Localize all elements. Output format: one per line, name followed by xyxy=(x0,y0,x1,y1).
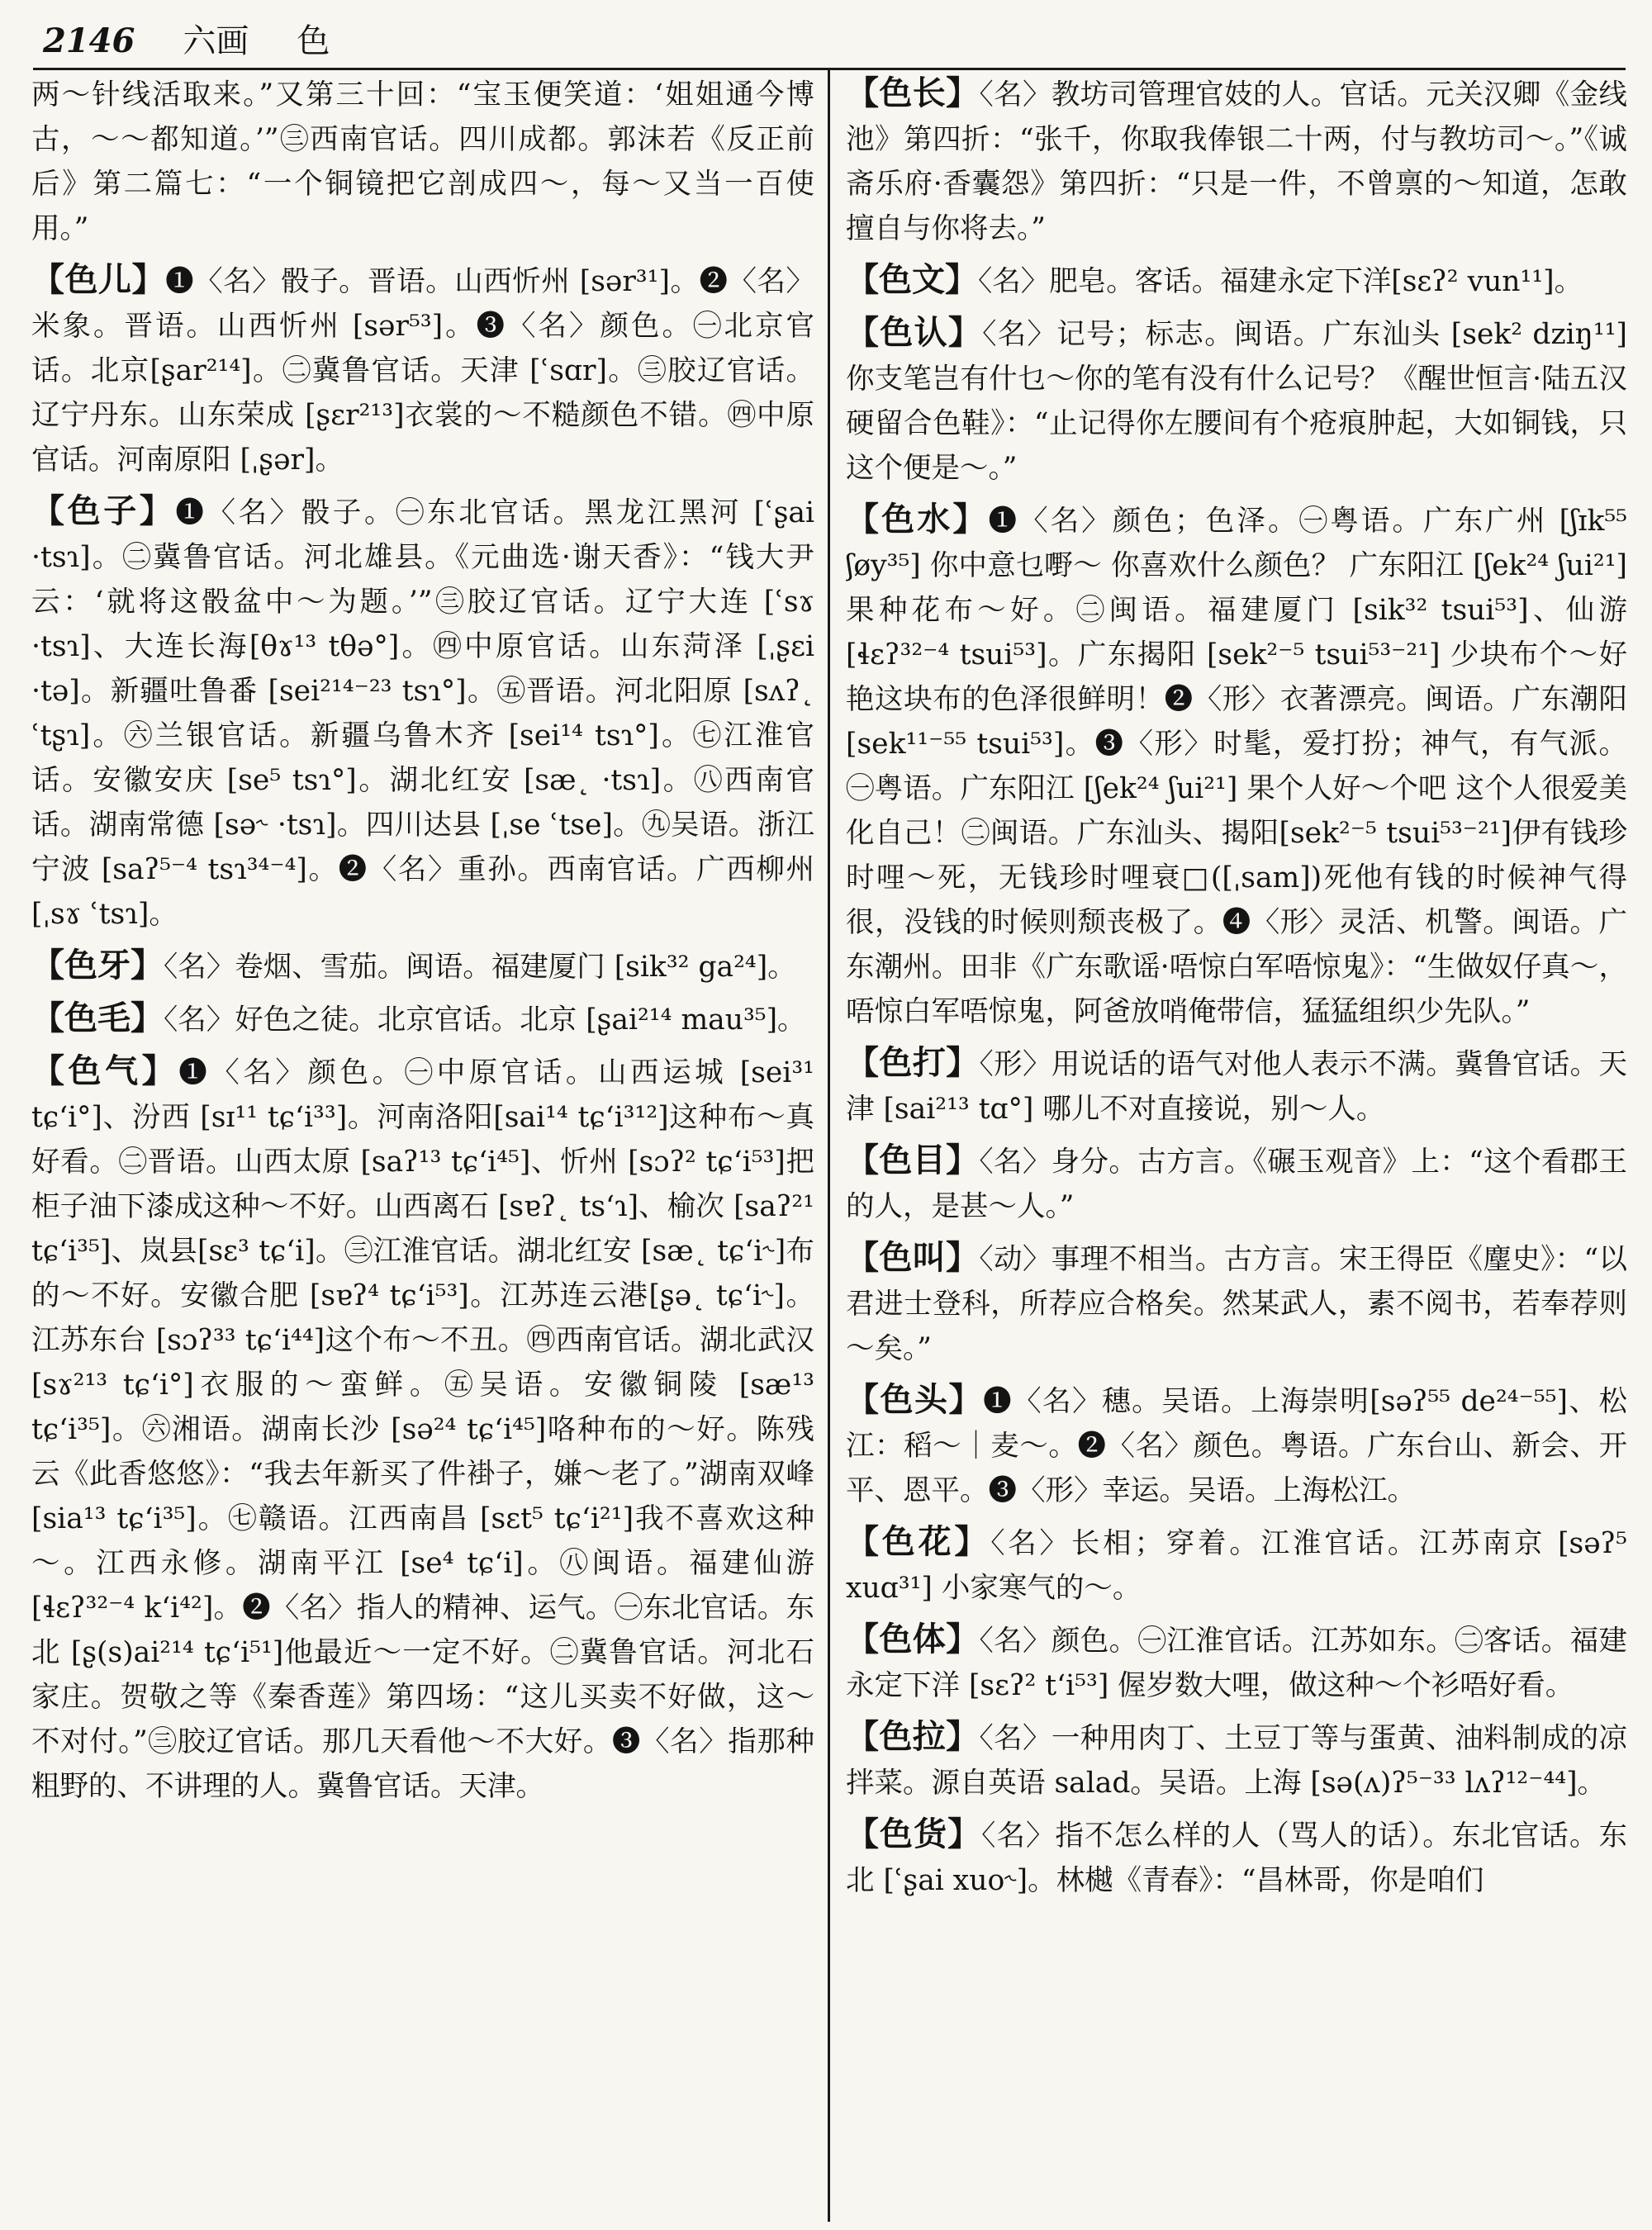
entry-headword: 【色头】 xyxy=(846,1381,984,1419)
dictionary-entry xyxy=(846,1617,1627,1708)
dictionary-entry xyxy=(846,311,1627,491)
entry-text: 两～针线活取来。”又第三十回：“宝玉便笑道：‘姐姐通今博古，～～都知道。’”㊂西南官话。四川成都。郭沫若《反正前后》第二篇七：“一个铜镜把它剖成四～，每～又当一百使用。” xyxy=(31,78,814,245)
entry-headword: 【色毛】 xyxy=(31,999,164,1037)
dictionary-entry xyxy=(846,1520,1627,1611)
entry-text: 〈名〉教坊司管理官妓的人。官话。元关汉卿《金线池》第四折：“张千，你取我俸银二十两，付与教坊司～。”《诚斋乐府·香囊怨》第四折：“只是一件，不曾禀的～知道，怎敢擅自与你将去。” xyxy=(846,78,1627,245)
dictionary-entry xyxy=(846,1236,1627,1371)
entry-headword: 【色儿】 xyxy=(31,261,166,299)
dictionary-entry xyxy=(31,996,814,1042)
section-label: 六画 xyxy=(183,22,249,60)
entry-text: 〈名〉肥皂。客话。福建永定下洋[sɛʔ² vun¹¹]。 xyxy=(978,265,1583,298)
radical-character: 色 xyxy=(297,22,330,60)
entry-headword: 【色牙】 xyxy=(31,947,164,985)
left-column xyxy=(31,71,814,2225)
entry-text: ❶〈名〉穗。吴语。上海崇明[səʔ⁵⁵ de²⁴⁻⁵⁵]、松江：稻～｜麦～。❷〈名〉颜色。粤语。广东台山、新会、开平、恩平。❸〈形〉幸运。吴语。上海松江。 xyxy=(846,1385,1627,1507)
dictionary-entry xyxy=(846,71,1627,251)
entry-text: 〈动〉事理不相当。古方言。宋王得臣《麈史》：“以君进士登科，所荐应合格矣。然某武人，素不阅书，若奉荐则～矣。” xyxy=(846,1243,1627,1365)
entry-text: ❶〈名〉颜色；色泽。㊀粤语。广东广州 [ʃɪk⁵⁵ ʃøy³⁵] 你中意乜嘢～ 你喜欢什么颜色？ 广东阳江 [ʃek²⁴ ʃui²¹]果种花布～好。㊁闽语。福建厦门 [sik³² tsui⁵³]、仙游 [ɬɛʔ³²⁻⁴ tsui⁵³]。广东揭阳 [sek²⁻⁵ tsui⁵³⁻²¹] 少块布个～好艳这块布的色泽很鲜明！❷〈形〉衣著漂亮。闽语。广东潮阳 [sek¹¹⁻⁵⁵ tsui⁵³]。❸〈形〉时髦，爱打扮；神气，有气派。㊀粤语。广东阳江 [ʃek²⁴ ʃui²¹] 果个人好～个吧 这个人很爱美化自己！㊁闽语。广东汕头、揭阳[sek²⁻⁵ tsui⁵³⁻²¹]伊有钱珍时哩～死，无钱珍时哩衰□([ˌsam])死他有钱的时候神气得很，没钱的时候则颓丧极了。❹〈形〉灵活、机警。闽语。广东潮州。田非《广东歌谣·唔惊白军唔惊鬼》：“生做奴仔真～，唔惊白军唔惊鬼，阿爸放哨俺带信，猛猛组织少先队。” xyxy=(846,505,1627,1028)
entry-headword: 【色子】 xyxy=(31,492,176,530)
entry-text: 〈名〉卷烟、雪茄。闽语。福建厦门 [sik³² ga²⁴]。 xyxy=(164,951,796,984)
entry-text: ❶〈名〉颜色。㊀中原官话。山西运城 [sei³¹ tɕʻi°]、汾西 [sɪ¹¹ tɕʻi³³]。河南洛阳[sai¹⁴ tɕʻi³¹²]这种布～真好看。㊁晋语。山西太原 [saʔ¹³ tɕʻi⁴⁵]、忻州 [sɔʔ² tɕʻi⁵³]把柜子油下漆成这种～不好。山西离石 [sɐʔ˛ tsʻɿ]、榆次 [saʔ²¹ tɕʻi³⁵]、岚县[sɛ³ tɕʻi]。㊂江淮官话。湖北红安 [sæ˛ tɕʻi˞]布的～不好。安徽合肥 [sɐʔ⁴ tɕʻi⁵³]。江苏连云港[ʂə˛ tɕʻi˞]。江苏东台 [sɔʔ³³ tɕʻi⁴⁴]这个布～不丑。㊃西南官话。湖北武汉 [sɤ²¹³ tɕʻi°]衣服的～蛮鲜。㊄吴语。安徽铜陵 [sæ¹³ tɕʻi³⁵]。㊅湘语。湖南长沙 [sə²⁴ tɕʻi⁴⁵]咯种布的～好。陈残云《此香悠悠》：“我去年新买了件褂子，嫌～老了。”湖南双峰[sia¹³ tɕʻi³⁵]。㊆赣语。江西南昌 [sɛt⁵ tɕʻi²¹]我不喜欢这种～。江西永修。湖南平江 [se⁴ tɕʻi]。㊇闽语。福建仙游 [ɬɛʔ³²⁻⁴ kʻi⁴²]。❷〈名〉指人的精神、运气。㊀东北官话。东北 [ʂ(s)ai²¹⁴ tɕʻi⁵¹]他最近～一定不好。㊁冀鲁官话。河北石家庄。贺敬之等《秦香莲》第四场：“这儿买卖不好做，这～不对付。”㊂胶辽官话。那几天看他～不大好。❸〈名〉指那种粗野的、不讲理的人。冀鲁官话。天津。 xyxy=(31,1056,814,1803)
dictionary-entry xyxy=(31,258,814,482)
dictionary-entry xyxy=(846,1378,1627,1513)
dictionary-entry-continuation xyxy=(31,71,814,251)
entry-headword: 【色认】 xyxy=(846,314,983,352)
entry-text: 〈名〉长相；穿着。江淮官话。江苏南京 [səʔ⁵ xuɑ³¹] 小家寒气的～。 xyxy=(846,1527,1627,1605)
entry-headword: 【色打】 xyxy=(846,1044,980,1082)
entry-text: ❶〈名〉骰子。晋语。山西忻州 [sər³¹]。❷〈名〉米象。晋语。山西忻州 [sər⁵³]。❸〈名〉颜色。㊀北京官话。北京[ʂar²¹⁴]。㊁冀鲁官话。天津 [ʿsɑr]。㊂胶辽官话。辽宁丹东。山东荣成 [ʂɛr²¹³]衣裳的～不糙颜色不错。㊃中原官话。河南原阳 [ˌʂər]。 xyxy=(31,265,814,477)
entry-headword: 【色目】 xyxy=(846,1141,980,1179)
dictionary-entry xyxy=(846,1041,1627,1132)
entry-text: 〈名〉身分。古方言。《碾玉观音》上：“这个看郡王的人，是甚～人。” xyxy=(846,1146,1627,1223)
entry-headword: 【色花】 xyxy=(846,1523,991,1561)
page-header xyxy=(43,15,1629,61)
dictionary-entry xyxy=(31,1049,814,1809)
entry-text: 〈名〉颜色。㊀江淮官话。江苏如东。㊁客话。福建永定下洋 [sɛʔ² tʻi⁵³] 偓岁数大哩，做这种～个衫唔好看。 xyxy=(846,1625,1627,1702)
entry-text: ❶〈名〉骰子。㊀东北官话。黑龙江黑河 [ʿʂai ·tsɿ]。㊁冀鲁官话。河北雄县。《元曲选·谢天香》：“钱大尹云：‘就将这骰盆中～为题。’”㊂胶辽官话。辽宁大连 [ʿsɤ ·tsɿ]、大连长海[θɤ¹³ tθə°]。㊃中原官话。山东菏泽 [ˌʂɛi ·tə]。新疆吐鲁番 [sei²¹⁴⁻²³ tsɿ°]。㊄晋语。河北阳原 [sʌʔ˛ ʿtʂɿ]。㊅兰银官话。新疆乌鲁木齐 [sei¹⁴ tsɿ°]。㊆江淮官话。安徽安庆 [se⁵ tsɿ°]。湖北红安 [sæ˛ ·tsɿ]。㊇西南官话。湖南常德 [sə˞ ·tsɿ]。四川达县 [ˌse ʿtse]。㊈吴语。浙江宁波 [saʔ⁵⁻⁴ tsɿ³⁴⁻⁴]。❷〈名〉重孙。西南官话。广西柳州 [ˌsɤ ʿtsɿ]。 xyxy=(31,496,814,931)
entry-headword: 【色货】 xyxy=(846,1815,982,1853)
entry-headword: 【色气】 xyxy=(31,1052,179,1090)
entry-headword: 【色文】 xyxy=(846,261,978,299)
entry-text: 〈形〉用说话的语气对他人表示不满。冀鲁官话。天津 [sai²¹³ tɑ°] 哪儿不对直接说，别～人。 xyxy=(846,1048,1627,1126)
entry-headword: 【色叫】 xyxy=(846,1239,980,1277)
entry-text: 〈名〉一种用肉丁、土豆丁等与蛋黄、油料制成的凉拌菜。源自英语 salad。吴语。上海 [sə(ʌ)ʔ⁵⁻³³ lʌʔ¹²⁻⁴⁴]。 xyxy=(846,1722,1627,1800)
entry-headword: 【色水】 xyxy=(846,501,989,539)
column-divider xyxy=(828,69,830,2222)
right-column xyxy=(846,71,1627,2225)
dictionary-entry xyxy=(846,1138,1627,1229)
entry-headword: 【色长】 xyxy=(846,74,980,112)
dictionary-entry xyxy=(846,497,1627,1034)
dictionary-entry xyxy=(846,1715,1627,1805)
dictionary-entry xyxy=(846,258,1627,304)
page-number: 2146 xyxy=(43,21,135,60)
dictionary-entry xyxy=(31,943,814,989)
dictionary-entry xyxy=(846,1812,1627,1903)
entry-text: 〈名〉指不怎么样的人（骂人的话）。东北官话。东北 [ʿʂai xuo˞]。林樾《青春》：“昌林哥，你是咱们 xyxy=(846,1820,1627,1897)
entry-headword: 【色拉】 xyxy=(846,1718,980,1756)
entry-text: 〈名〉好色之徒。北京官话。北京 [ʂai²¹⁴ mau³⁵]。 xyxy=(164,1004,806,1037)
entry-headword: 【色体】 xyxy=(846,1620,980,1658)
entry-text: 〈名〉记号；标志。闽语。广东汕头 [sek² dziŋ¹¹] 你支笔岂有什乜～你的笔有没有什么记号？《醒世恒言·陆五汉硬留合色鞋》：“止记得你左腰间有个疮痕肿起，大如铜钱，只这个便是～。” xyxy=(846,318,1627,485)
dictionary-entry xyxy=(31,489,814,937)
